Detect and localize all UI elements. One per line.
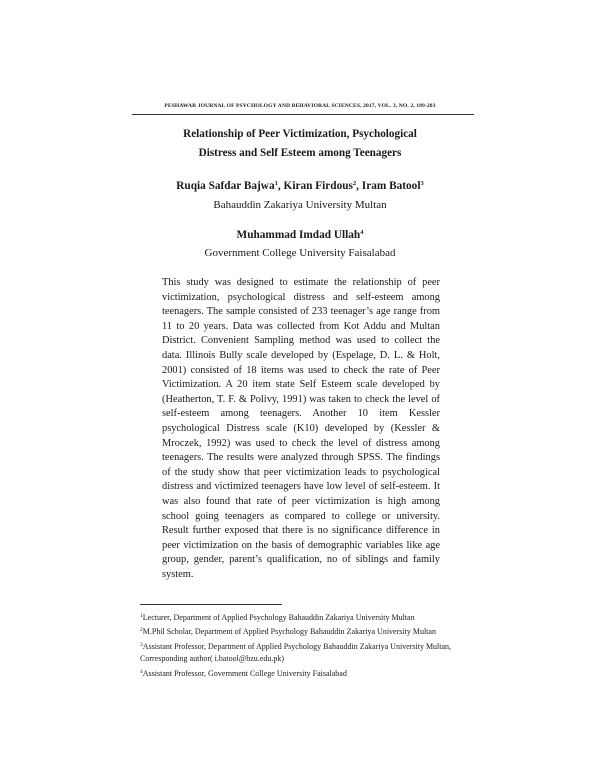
footnote	[140, 639, 470, 666]
affiliation-mark: 2	[352, 180, 357, 187]
affiliation-mark: 1	[274, 180, 278, 187]
footnote-mark: 1	[140, 613, 143, 619]
running-head: PESHAWAR JOURNAL OF PSYCHOLOGY AND BEHAVIORAL SCIENCES, 2017, VOL. 3, NO. 2, 189-203	[164, 103, 436, 109]
footnote-rule	[140, 604, 282, 605]
paper-title	[0, 125, 600, 163]
footnote-mark: 3	[140, 641, 143, 648]
footnote	[140, 624, 470, 638]
footnote-mark: 2	[140, 627, 143, 634]
affiliation-mark: 3	[420, 180, 424, 187]
affiliation: Government College University Faisalabad	[204, 247, 396, 259]
author-separator: ,	[356, 180, 362, 192]
title-line: Relationship of Peer Victimization, Psychological	[183, 128, 417, 140]
abstract: This study was designed to estimate the relationship of peer victimization, psychological distress and self-esteem among teenagers. The sample consisted of 233 teenager’s age range from 11 to 20 years. Data was collected from Kot Addu and Multan District. Convenient Sampling method was used to collect the data. Illinois Bully scale developed by (Espelage, D. L. & Holt, 2001) consisted of 18 items was used to check the rate of Peer Victimization. A 20 item state Self Esteem scale developed by (Heatherton, T. F. & Polivy, 1991) was taken to check the level of self-esteem among teenagers. Another 10 item Kessler psychological Distress scale (K10) developed by (Kessler & Mroczek, 1992) was used to check the level of distress among teenagers. The results were analyzed through SPSS. The findings of the study show that peer victimization leads to psychological distress and victimized teenagers have low level of self-esteem. It was also found that rate of peer victimization is high among school going teenagers as compared to college or university. Result further exposed that there is no significance difference in peer victimization on the basis of demographic variables like age group, gender, parent’s qualification, no of siblings and family system.	[162, 277, 440, 580]
footnote-text: Assistant Professor, Department of Applied Psychology Bahauddin Zakariya University Multan, Corresponding author( i.batool@bzu.edu.pk)	[140, 641, 452, 664]
affiliation-mark: 4	[360, 229, 364, 236]
author-list	[0, 180, 600, 192]
footnote-text: Lecturer, Department of Applied Psychology Bahauddin Zakariya University Multan	[142, 613, 415, 622]
footnote	[140, 666, 470, 680]
footnote-text: Assistant Professor, Government College University Faisalabad	[142, 668, 347, 678]
author-separator: ,	[277, 180, 284, 192]
author-name: Ruqia Safdar Bajwa	[176, 180, 275, 192]
author-list	[0, 229, 600, 241]
footnote-text: M.Phil Scholar, Department of Applied Psychology Bahauddin Zakariya University Multan	[142, 627, 436, 637]
header-rule	[132, 114, 474, 115]
footnotes	[140, 610, 470, 680]
footnote-mark: 4	[140, 668, 143, 675]
title-line: Distress and Self Esteem among Teenagers	[198, 147, 402, 159]
footnote	[140, 610, 470, 624]
author-name: Kiran Firdous	[283, 180, 353, 192]
author-name: Muhammad Imdad Ullah	[236, 229, 361, 241]
affiliation: Bahauddin Zakariya University Multan	[213, 199, 387, 211]
author-name: Iram Batool	[361, 180, 421, 192]
